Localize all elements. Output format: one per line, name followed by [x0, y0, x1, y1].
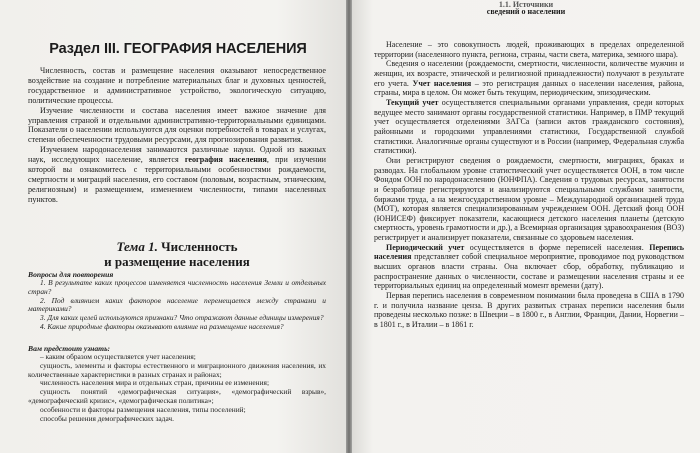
- intro-paragraph: Изучением народонаселения занимаются различные науки. Одной из важных наук, исследующих население, является география населения, при изучении которой вы ознакомитесь с территориальными особенностями рождаемости, смертности и миграций населения, его составом (половым, возрастным, этническим, религиозным) и размещением, изменением численности, типами населенных пунктов.: [28, 145, 326, 204]
- key-term: Учет населения: [412, 78, 472, 88]
- body-paragraph: Текущий учет осуществляется специальными органами управления, среди которых ведущее место занимают органы государственной статистики. Например, в ПМР текущий учет осуществляется отделениями ЗАГСа (записи актов гражданского состояния), районными и городскими управлениями статистики, Государственной службой статистики. Аналогичные органы существуют и в России (например, Федеральная служба статистики).: [374, 97, 684, 156]
- body-paragraph: Они регистрируют сведения о рождаемости, смертности, миграциях, браках и разводах. На глобальном уровне статистический учет осуществляется ООН, в том числе Фондом ООН по народонаселению (ЮНФПА). Сведения о трудовых ресурсах, занятости и безработице регистрируются и анализируются специальными службами занятости, биржами труда, а на межгосударственном уровне – Международной организацией труда (МОТ), которая является специализированным учреждением ООН. Детский фонд ООН (ЮНИСЕФ) фиксирует показатели, касающиеся детского населения планеты (детскую смертность, уровень грамотности и др.), а Всемирная организация здравоохранения (ВОЗ) регистрирует и анализирует показатели, связанные со здоровьем населения.: [374, 155, 684, 243]
- key-term: Перепись населения: [374, 242, 684, 262]
- question-item: 2. Под влиянием каких факторов население перемещается между странами и материками?: [28, 295, 326, 314]
- subsection-title: сведений о населении: [486, 7, 566, 16]
- subsection-heading: [352, 0, 700, 17]
- key-term: Периодический учет: [386, 242, 465, 252]
- theme-number: Тема 1.: [116, 239, 158, 254]
- body-paragraph: Первая перепись населения в современном понимании была проведена в США в 1790 г. и получила название ценза. В других развитых странах переписи населения были проведены несколько позже: в Швеции – в 1800 г., в Англии, Франции, Дании, Норвегии – в 1801 г., в Италии – в 1861 г.: [374, 291, 684, 330]
- learn-item: численность населения мира и отдельных стран, причины ее изменения;: [40, 378, 270, 388]
- theme-name-line2: и размещение населения: [104, 254, 250, 269]
- key-term: география населения: [184, 155, 267, 165]
- body-paragraph: Периодический учет осуществляется в форме переписей населения. Перепись населения представляет собой специальное мероприятие, проводимое под руководством высших органов власти страны. Она включает сбор, обработку, публикацию и распространение данных о численности, составе и размещении населения страны и ее территориальных единиц на определенный момент времени (дату).: [374, 242, 684, 291]
- subsection-number: 1.1. Источники: [498, 0, 554, 7]
- learn-heading: Вам предстоит узнать:: [28, 344, 111, 353]
- learn-item: – каким образом осуществляется учет населения;: [40, 352, 196, 361]
- learn-item: способы решения демографических задач.: [40, 413, 174, 423]
- learn-item: сущность понятий «демографическая ситуация», «демографический взрыв», «демографический кризис», «демографическая политика»;: [28, 387, 326, 405]
- learning-goals: [28, 344, 326, 423]
- learn-item: особенности и факторы размещения населения, типы поселений;: [40, 404, 246, 414]
- section-title: Раздел III. ГЕОГРАФИЯ НАСЕЛЕНИЯ: [49, 41, 307, 57]
- learn-item: сущность, элементы и факторы естественного и миграционного движения населения, их количественные характеристики в разных странах и районах;: [28, 360, 326, 379]
- right-page: [352, 0, 700, 453]
- theme-name-line1: Численность: [161, 239, 238, 254]
- left-page: [0, 0, 346, 453]
- question-item: 4. Какие природные факторы оказывают влияние на размещение населения?: [40, 321, 284, 331]
- body-paragraph: Население – это совокупность людей, проживающих в пределах определенной территории (населенного пункта, региона, страны, части света, материка, земного шара).: [374, 40, 684, 59]
- theme-heading: [60, 239, 294, 269]
- intro-paragraph: Численность, состав и размещение населения оказывают непосредственное воздействие на создание и потребление материальных благ и духовных ценностей, государственное и административное устройство, экологическую ситуацию, политические процессы.: [28, 66, 326, 105]
- intro-text: [28, 66, 326, 205]
- body-text: [374, 40, 684, 330]
- intro-paragraph: Изучение численности и состава населения имеет важное значение для управления страной и отдельными административно-территориальными единицами. Показатели о населении используются для оценки потребностей в товарах и услугах, степени обеспеченности трудовыми ресурсами, для прогнозирования развития.: [28, 105, 326, 145]
- question-item: 3. Для каких целей используются признаки? Что отражают данные единицы измерения?: [40, 313, 324, 323]
- body-paragraph: Сведения о населении (рождаемости, смертности, численности, количестве мужчин и женщин, их возрасте, этнической и религиозной принадлежности) получают в результате его учета. Учет населения – это регистрация данных о населении населения, района, страны, мира в целом. Он может быть текущим, периодическим, эпизодическим.: [374, 59, 684, 98]
- key-term: Текущий учет: [386, 97, 439, 107]
- review-questions: [28, 270, 326, 332]
- question-item: 1. В результате каких процессов изменяется численность населения Земли и отдельных стран?: [28, 278, 326, 296]
- questions-heading: Вопросы для повторения: [28, 270, 114, 279]
